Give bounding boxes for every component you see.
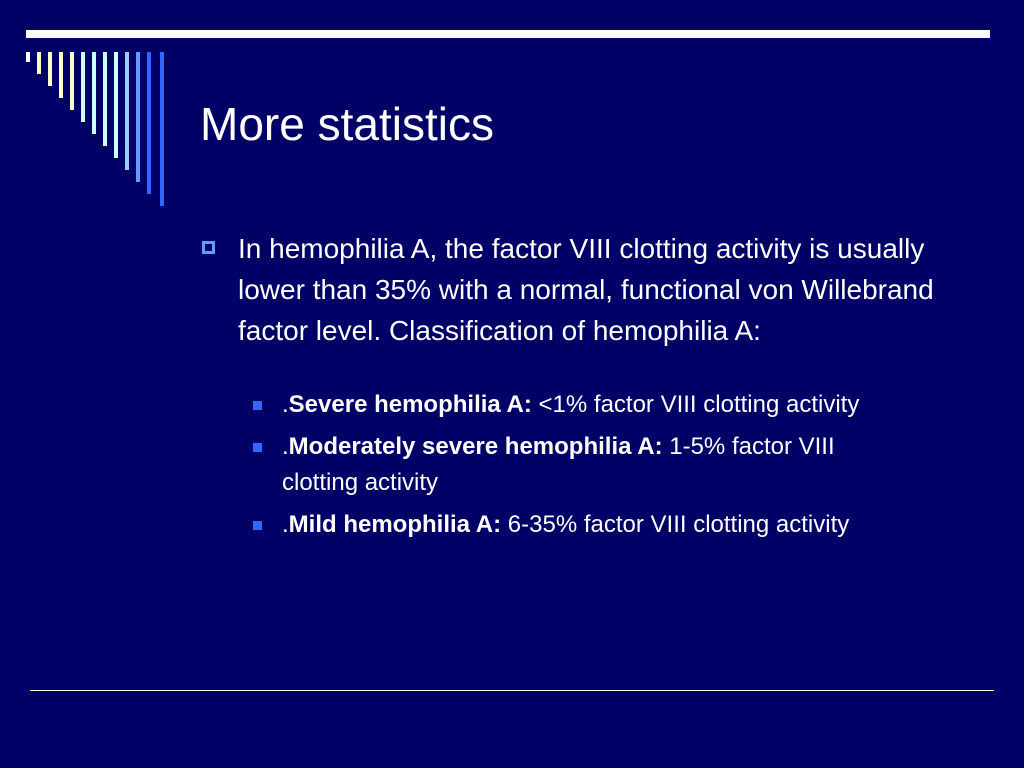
sub-bullet-item: [250, 429, 902, 501]
slide-title: More statistics: [200, 98, 494, 150]
bottom-rule: [30, 690, 994, 691]
decoration-stripe: [81, 52, 85, 122]
sub-bullet-heading: Severe hemophilia A:: [288, 391, 532, 418]
filled-square-icon: [253, 521, 262, 530]
sub-bullet-heading: Mild hemophilia A:: [288, 511, 502, 538]
decoration-stripe: [70, 52, 74, 110]
decoration-stripe: [125, 52, 129, 170]
sub-bullet-prefix: .: [282, 511, 289, 538]
filled-square-icon: [253, 401, 262, 410]
vertical-stripes-decoration: [0, 0, 180, 220]
sub-bullet-prefix: .: [282, 391, 289, 418]
sub-bullet-item: [250, 507, 902, 543]
sub-bullet-list: [200, 387, 980, 543]
hollow-square-icon: [202, 241, 215, 254]
bullet-text: In hemophilia A, the factor VIII clotting activity is usually lower than 35% with a normal, functional von Willebrand factor level. Classification of hemophilia A:: [238, 233, 934, 346]
decoration-stripe: [136, 52, 140, 182]
sub-bullet-item: [250, 387, 902, 423]
sub-bullet-text: 1-5% factor VIII clotting activity: [282, 433, 835, 496]
decoration-stripe: [160, 52, 164, 206]
slide-body: [200, 228, 980, 549]
sub-bullet-text: 6-35% factor VIII clotting activity: [501, 511, 850, 538]
sub-bullet-text: <1% factor VIII clotting activity: [531, 391, 860, 418]
decoration-stripe: [147, 52, 151, 194]
sub-bullet-heading: Moderately severe hemophilia A:: [288, 433, 663, 460]
bullet-item: [200, 228, 980, 351]
decoration-stripe: [37, 52, 41, 74]
decoration-stripe: [114, 52, 118, 158]
decoration-stripe: [26, 52, 30, 62]
sub-bullet-prefix: .: [282, 433, 289, 460]
decoration-stripe: [59, 52, 63, 98]
filled-square-icon: [253, 443, 262, 452]
decoration-stripe: [92, 52, 96, 134]
decoration-stripe: [103, 52, 107, 146]
decoration-stripe: [48, 52, 52, 86]
